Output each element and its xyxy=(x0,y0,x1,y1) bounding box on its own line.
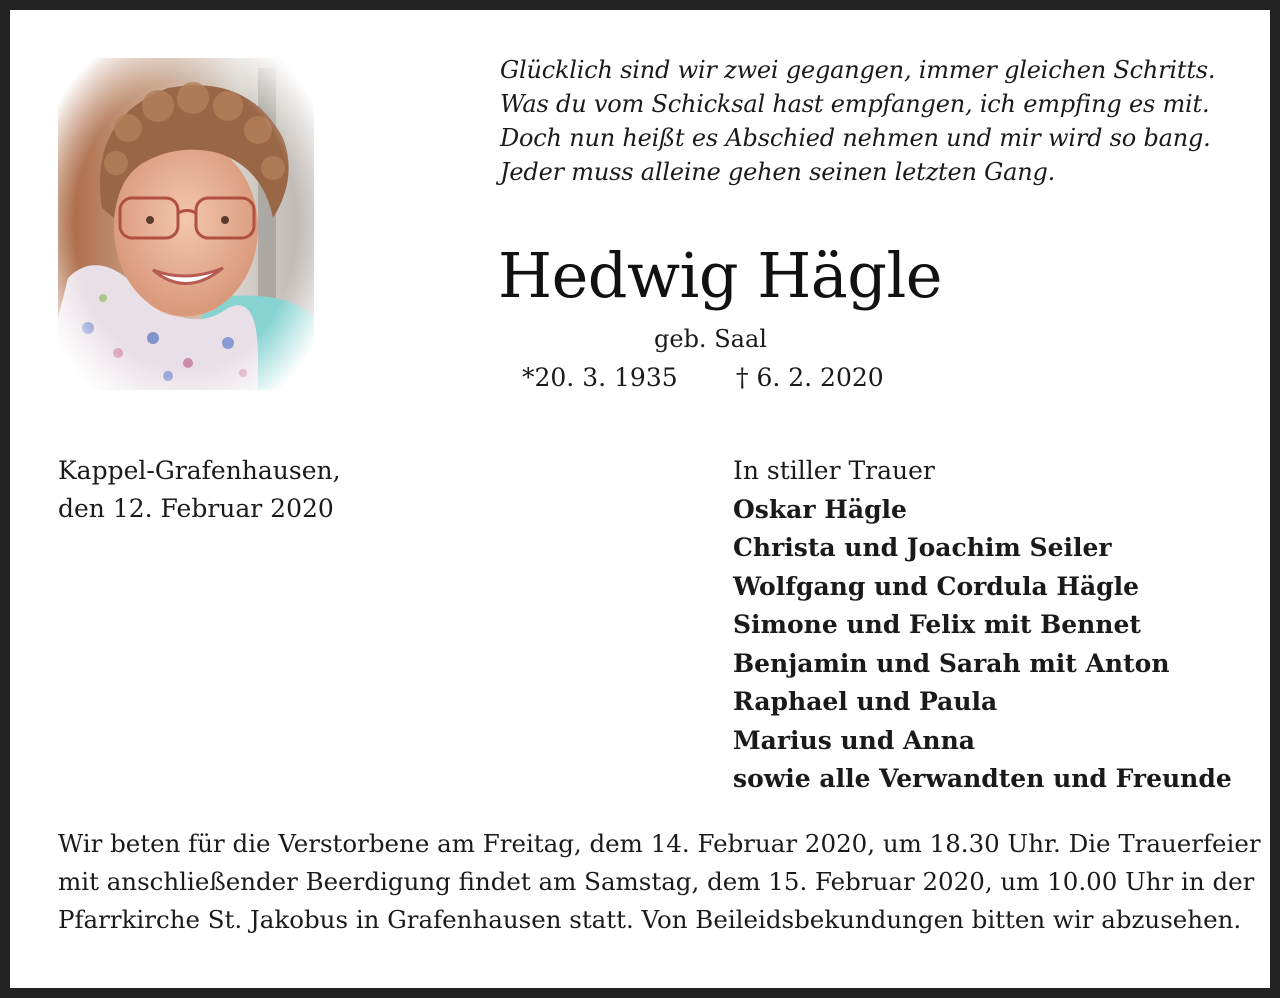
mourners-intro: In stiller Trauer xyxy=(733,456,935,485)
death-date: † 6. 2. 2020 xyxy=(736,363,884,392)
mourners xyxy=(733,452,1232,799)
service-notice xyxy=(58,825,1261,939)
date: den 12. Februar 2020 xyxy=(58,494,334,523)
poem-line: Glücklich sind wir zwei gegangen, immer gleichen Schritts. xyxy=(500,56,1216,84)
notice-line: mit anschließender Beerdigung findet am Samstag, dem 15. Februar 2020, um 10.00 Uhr in der xyxy=(58,867,1255,896)
mourner-name: Benjamin und Sarah mit Anton xyxy=(733,648,1170,678)
mourner-name: Christa und Joachim Seiler xyxy=(733,533,1112,562)
portrait-photo xyxy=(58,58,314,390)
notice-line: Pfarrkirche St. Jakobus in Grafenhausen statt. Von Beileidsbekundungen bitten wir abzusehen. xyxy=(58,905,1242,934)
mourner-name: Oskar Hägle xyxy=(733,494,907,524)
mourner-name: Simone und Felix mit Bennet xyxy=(733,610,1141,639)
poem xyxy=(500,53,1240,189)
poem-line: Doch nun heißt es Abschied nehmen und mir wird so bang. xyxy=(500,124,1211,152)
place-date xyxy=(58,452,341,528)
mourner-name: Wolfgang und Cordula Hägle xyxy=(733,571,1140,601)
notice-line: Wir beten für die Verstorbene am Freitag, dem 14. Februar 2020, um 18.30 Uhr. Die Trauerfeier xyxy=(58,829,1261,858)
poem-line: Jeder muss alleine gehen seinen letzten Gang. xyxy=(500,158,1056,186)
mourner-name: Marius und Anna xyxy=(733,725,975,755)
mourner-name: sowie alle Verwandten und Freunde xyxy=(733,764,1232,793)
place: Kappel-Grafenhausen, xyxy=(58,456,341,485)
maiden-name: geb. Saal xyxy=(654,325,767,353)
birth-date: *20. 3. 1935 xyxy=(522,363,678,392)
deceased-name: Hedwig Hägle xyxy=(498,239,942,312)
poem-line: Was du vom Schicksal hast empfangen, ich empfing es mit. xyxy=(500,90,1210,118)
mourner-name: Raphael und Paula xyxy=(733,687,998,716)
